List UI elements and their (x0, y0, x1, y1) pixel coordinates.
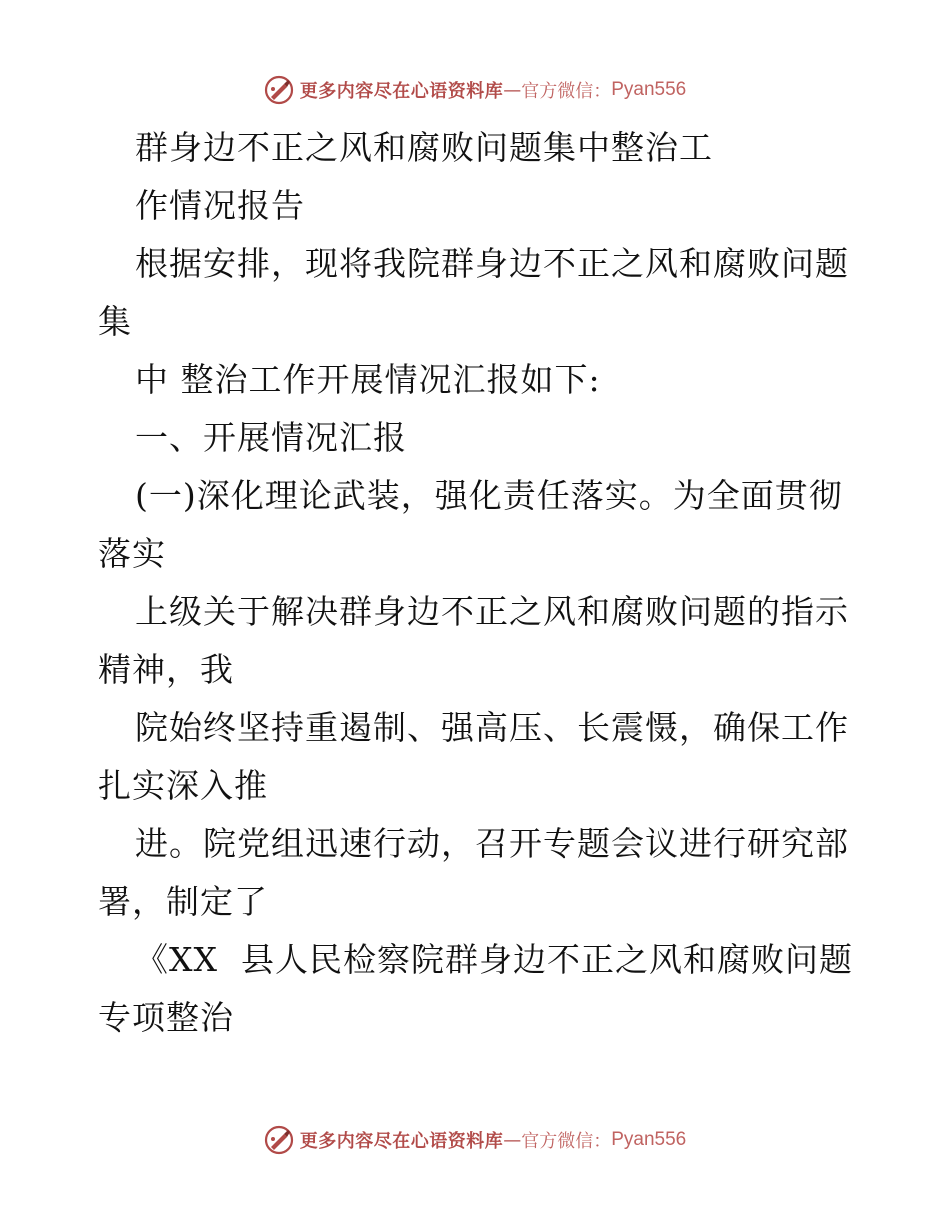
banner-wechat-id: Pyan556 (611, 1129, 687, 1150)
document-title-line-1: 群身边不正之风和腐败问题集中整治工 (135, 128, 713, 167)
header-banner (0, 70, 950, 110)
banner-brand-text: 更多内容尽在心语资料库 (299, 1131, 504, 1152)
body-line: 专项整治 (98, 998, 234, 1037)
banner-wechat-id: Pyan556 (611, 79, 687, 100)
body-line: 上级关于解决群身边不正之风和腐败问题的指示 (135, 592, 849, 631)
body-line: 进。院党组迅速行动，召开专题会议进行研究部 (135, 824, 849, 863)
banner-separator: — (503, 1129, 522, 1151)
section-heading: 一、开展情况汇报 (135, 418, 407, 457)
body-line: (一)深化理论武装，强化责任落实。为全面贯彻 (135, 476, 843, 515)
body-line: 根据安排，现将我院群身边不正之风和腐败问题 (135, 244, 849, 283)
body-line: 集 (98, 302, 132, 341)
document-title-line-2: 作情况报告 (135, 186, 305, 225)
pen-logo-icon (264, 1125, 294, 1155)
banner-separator: — (503, 79, 522, 101)
banner-brand-text: 更多内容尽在心语资料库 (299, 81, 504, 102)
body-line: 署，制定了 (98, 882, 268, 921)
body-line: 精神，我 (98, 650, 234, 689)
body-line: 扎实深入推 (98, 766, 268, 805)
body-line: 院始终坚持重遏制、强高压、长震慑，确保工作 (135, 708, 849, 747)
pen-logo-icon (264, 75, 294, 105)
body-line: 《XX 县人民检察院群身边不正之风和腐败问题 (135, 940, 853, 979)
body-line: 中 整治工作开展情况汇报如下: (135, 360, 601, 399)
banner-wechat-label: 官方微信： (521, 1131, 612, 1152)
banner-wechat-label: 官方微信： (521, 81, 612, 102)
footer-banner (0, 1120, 950, 1160)
body-line: 落实 (98, 534, 166, 573)
